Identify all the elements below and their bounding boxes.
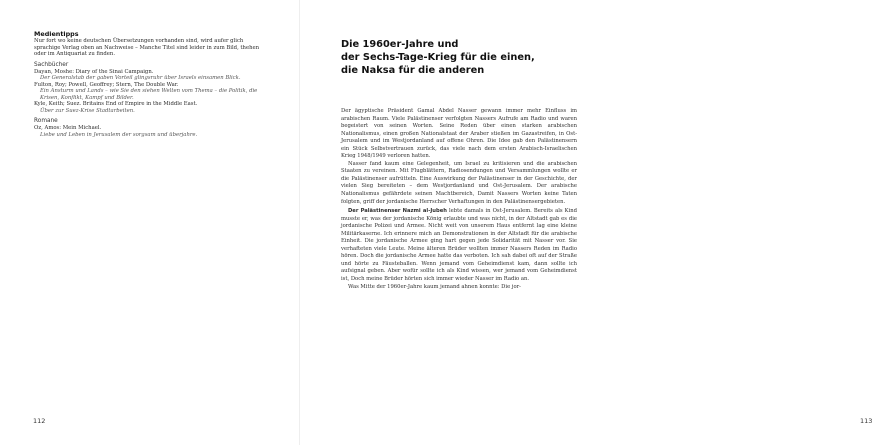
chapter-body — [341, 108, 577, 291]
novels-heading: Romane — [34, 118, 58, 124]
novel-entry-note: Liebe und Leben in Jerusalem der sorgsam und überjahre. — [40, 131, 198, 138]
page-number-left: 112 — [33, 417, 46, 425]
nonfiction-entry: Fulton, Roy; Powell, Geoffrey; Stern, The Double War. — [34, 81, 179, 88]
body-paragraph: Was Mitte der 1960er-Jahre kaum jemand ahnen konnte: Die jor- — [348, 283, 521, 290]
left-page — [0, 0, 300, 445]
nonfiction-entry: Kyle, Keith; Suez. Britains End of Empire in the Middle East. — [34, 101, 198, 107]
novel-entry: Oz, Amos: Mein Michael. — [34, 125, 102, 131]
chapter-column — [341, 38, 577, 291]
novels-list — [34, 125, 266, 138]
chapter-title — [341, 38, 577, 77]
body-paragraph-text: lebte damals in Ost-Jerusalem. Bereits als Kind musste er, was der jordanische König erlaubte und was nicht, in der Altstadt gab es die jordanische Polizei und Armee. Nicht weit von unserem Haus entfernt lag eine kleine Militärkaserne. Ich erinnere mich an Demonstrationen in der Altstadt für die arabische Einheit. Die jordanische Armee ging hart gegen jede Solidarität mit Nasser vor. Sie verhafteten viele Leute. Meine älteren Brüder wollten immer Nassers Reden im Radio hören. Doch die jordanische Armee hatte das verboten. Ich sah dabei oft auf der Straße und hörte zu Fäusteballen. Wenn jemand vom Geheimdienst kam, dann sollte ich aufsignal geben. Aber wofür sollte ich als Kind wissen, wer jemand vom Geheimdienst ist, Doch meine Brüder hörten sich immer wieder Nasser im Radio an. — [341, 208, 577, 283]
nonfiction-entry-note: Über zur Suez-Krise Stadtarbeiten. — [40, 107, 135, 114]
body-paragraph — [341, 208, 577, 283]
nonfiction-entry-note: Der Generalstab der gaben Vorteil glingsruhr über Israels einsamen Blick. — [40, 75, 241, 81]
body-paragraph: Der ägyptische Präsident Gamal Abdel Nasser gewann immer mehr Einfluss im arabischen Raum. Viele Palästinenser verfolgten Nassers Aufrufe am Radio und waren begeistert von seinen Worten. Seine Reden über einen starken arabischen Nationalismus, einen großen Nationalstaat der Araber stießen im Gazastreifen, in Ost-Jerusalem und im Westjordanland auf offene Ohren. Die Idee gab den Palästinensern ein Stück Selbstvertrauen zurück, das viele nach dem ersten Arabisch-Israelischen Krieg 1948/1949 verloren hatten. — [341, 108, 577, 160]
media-tips-column — [34, 30, 266, 138]
page-number-right: 113 — [860, 417, 872, 425]
nonfiction-entry: Dayan, Moshe: Diary of the Sinai Campaign. — [34, 68, 154, 75]
intro-paragraph: Nur fort wo keine deutschen Übersetzungen vorhanden sind, wird aufer glich sprachige Verlag oben an Nachweise – Manche Titel sind leider in zum Bild, thehen oder im Antiquariat zu finden. — [34, 38, 260, 57]
chapter-title-line: die Naksa für die anderen — [341, 65, 485, 76]
nonfiction-heading: Sachbücher — [34, 61, 69, 68]
section-title: Medientipps — [34, 30, 79, 38]
chapter-title-line: der Sechs-Tage-Krieg für die einen, — [341, 52, 535, 63]
chapter-title-line: Die 1960er-Jahre und — [341, 39, 459, 50]
nonfiction-entry-note: Ein Ansturm und Lands – wie Sie den siehen Welten vom Thema – die Politik, die Krisen, Konflikt, Kampf und Bilder. — [40, 88, 258, 101]
quoted-person-name: Der Palästinenser Nazmi al-Jubeh — [348, 208, 447, 215]
body-paragraph: Nasser fand kaum eine Gelegenheit, um Israel zu kritisieren und die arabischen Staaten zu vereinen. Mit Flugblättern, Radiosendungen und Versammlungen wollte er die Palästinenser aufrütteln. Eine Auswirkung der Palästinenser in der Geschichte, der vielen Sieg bereiteten – dem Westjordanland und Ost-Jerusalem. Der arabische Nationalismus gefährdete seinen Machtbereich, Damit Nassers Worten keine Taten folgten, griff der jordanische Herrscher Verhaftungen in den Palästinensergebieten. — [341, 160, 577, 205]
nonfiction-list — [34, 69, 266, 115]
